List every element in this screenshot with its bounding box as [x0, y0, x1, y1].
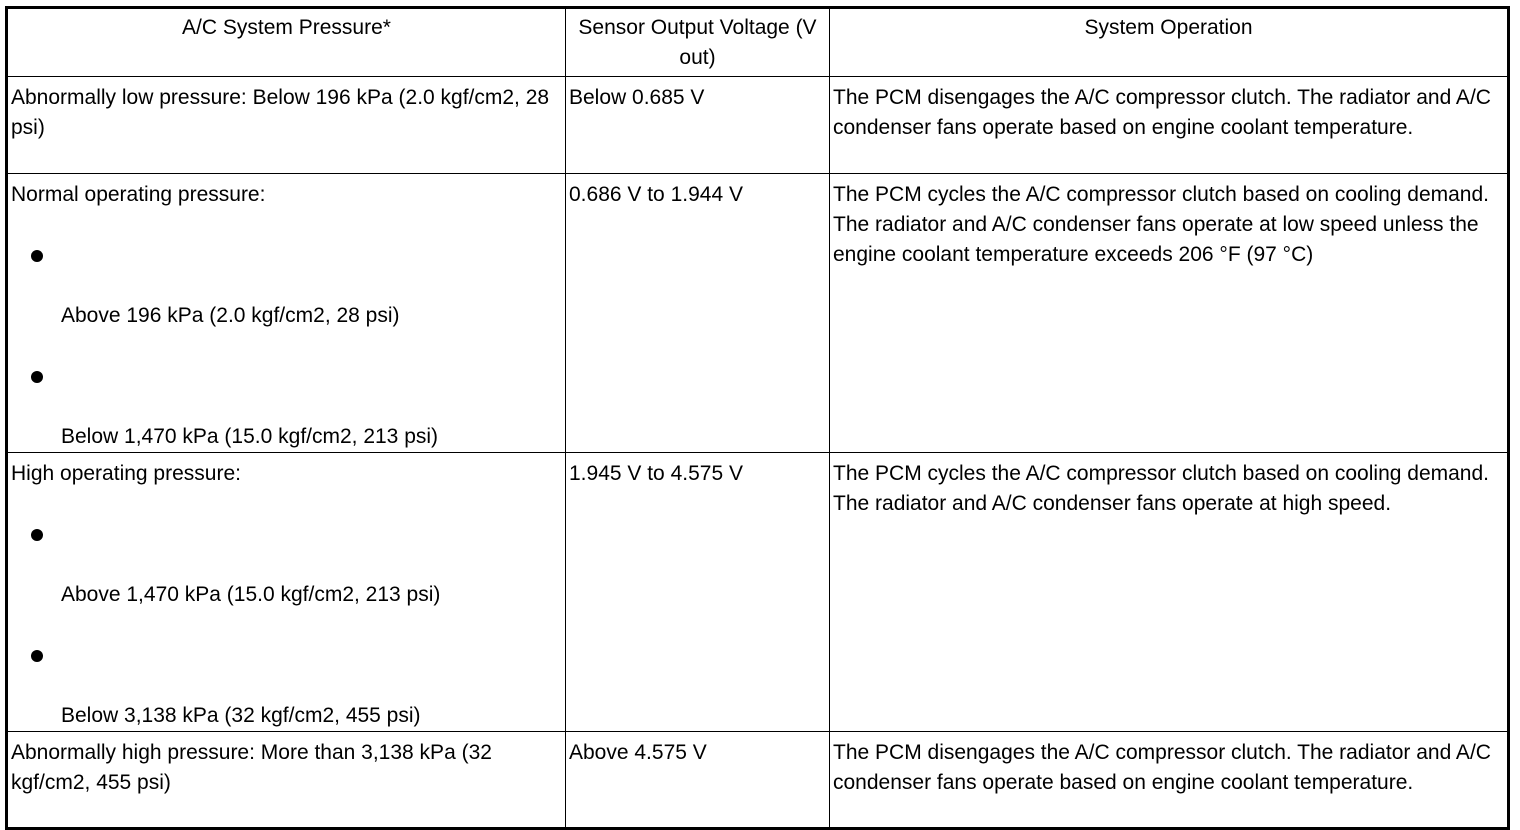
bullet-text: Below 1,470 kPa (15.0 kgf/cm2, 213 psi) — [61, 425, 439, 448]
table-body — [7, 77, 1509, 829]
table-header — [7, 8, 1509, 77]
bullet-text: Above 196 kPa (2.0 kgf/cm2, 28 psi) — [61, 304, 400, 327]
list-item — [11, 529, 562, 610]
table-row — [7, 732, 1509, 829]
bullet-icon — [31, 529, 43, 541]
bullet-list — [11, 529, 562, 731]
pressure-sensor-table — [5, 6, 1510, 830]
voltage-cell: 0.686 V to 1.944 V — [566, 174, 830, 453]
pressure-cell — [7, 174, 566, 453]
pressure-cell — [7, 77, 566, 174]
list-item — [11, 250, 562, 331]
pressure-text: High operating pressure: — [11, 462, 241, 485]
header-operation: System Operation — [830, 8, 1509, 77]
pressure-text: Abnormally high pressure: More than 3,138 kPa (32 kgf/cm2, 455 psi) — [11, 741, 492, 794]
operation-cell: The PCM disengages the A/C compressor clutch. The radiator and A/C condenser fans operate based on engine coolant temperature. — [830, 732, 1509, 829]
table-row — [7, 174, 1509, 453]
bullet-list — [11, 250, 562, 452]
pressure-cell — [7, 453, 566, 732]
header-voltage: Sensor Output Voltage (V out) — [566, 8, 830, 77]
voltage-cell: Above 4.575 V — [566, 732, 830, 829]
bullet-icon — [31, 650, 43, 662]
bullet-text: Above 1,470 kPa (15.0 kgf/cm2, 213 psi) — [61, 583, 441, 606]
list-item — [11, 650, 562, 731]
pressure-text: Normal operating pressure: — [11, 183, 266, 206]
voltage-cell: 1.945 V to 4.575 V — [566, 453, 830, 732]
table-row — [7, 453, 1509, 732]
pressure-cell — [7, 732, 566, 829]
bullet-icon — [31, 250, 43, 262]
operation-cell: The PCM cycles the A/C compressor clutch based on cooling demand. The radiator and A/C condenser fans operate at low speed unless the engine coolant temperature exceeds 206 °F (97 °C) — [830, 174, 1509, 453]
bullet-text: Below 3,138 kPa (32 kgf/cm2, 455 psi) — [61, 704, 421, 727]
header-pressure: A/C System Pressure* — [7, 8, 566, 77]
header-row — [7, 8, 1509, 77]
operation-cell: The PCM cycles the A/C compressor clutch based on cooling demand. The radiator and A/C condenser fans operate at high speed. — [830, 453, 1509, 732]
table-row — [7, 77, 1509, 174]
list-item — [11, 371, 562, 452]
operation-cell: The PCM disengages the A/C compressor clutch. The radiator and A/C condenser fans operate based on engine coolant temperature. — [830, 77, 1509, 174]
voltage-cell: Below 0.685 V — [566, 77, 830, 174]
pressure-text: Abnormally low pressure: Below 196 kPa (2.0 kgf/cm2, 28 psi) — [11, 86, 550, 139]
bullet-icon — [31, 371, 43, 383]
